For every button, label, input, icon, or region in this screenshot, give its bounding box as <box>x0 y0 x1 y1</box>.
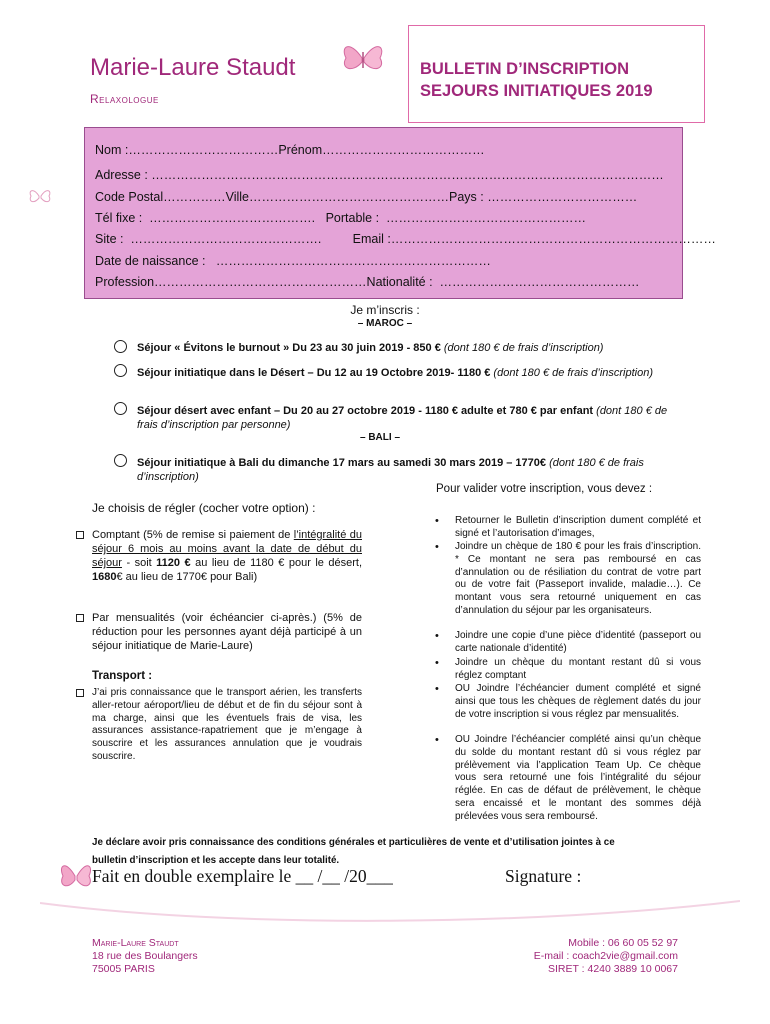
brand-role: Relaxologue <box>90 92 159 106</box>
payment-option-mensualites: Par mensualités (voir échéancier ci-après.) (5% de réduction pour les personnes ayant déjà participé à un séjour initiatique de Marie-Laure) <box>92 612 362 652</box>
payment-option-comptant <box>92 528 362 584</box>
bullet-dot: • <box>435 683 439 695</box>
footer-address-1: 18 rue des Boulangers <box>92 950 198 962</box>
form-postal-line[interactable]: Code Postal……………Ville…………………………………………Pays : ……………………………… <box>95 190 638 204</box>
bullet-dot: • <box>435 515 439 527</box>
checkbox-comptant[interactable] <box>76 531 84 539</box>
bullet-dot: • <box>435 734 439 746</box>
footer-address-2: 75005 PARIS <box>92 963 155 975</box>
footer-left <box>92 937 198 976</box>
transport-text: J’ai pris connaissance que le transport aérien, les transferts aller-retour aéroport/lieu de début et de fin du séjour sont à ma charge, ainsi que les éventuels frais de visa, les assurances assistance-rapatriement que je m’engage à souscrire et les assurances annulation que je voudrais souscrire. <box>92 687 362 762</box>
footer-siret: SIRET : 4240 3889 10 0067 <box>548 963 678 975</box>
validation-item-3: Joindre une copie d’une pièce d’identité (passeport ou carte nationale d’identité) <box>455 630 701 654</box>
butterfly-icon <box>340 38 386 78</box>
form-site-line[interactable]: Site : ………………………………………. Email :…………………………………………………………………… <box>95 232 716 246</box>
footer-name: Marie-Laure Staudt <box>92 937 179 949</box>
option-1 <box>137 341 677 355</box>
comptant-amount-1: 1120 € <box>156 557 191 569</box>
option-radio-3[interactable] <box>114 402 127 415</box>
option-1-title: Séjour « Évitons le burnout » Du 23 au 30 juin 2019 - 850 € <box>137 342 441 354</box>
declaration-line-2: bulletin d’inscription et les accepte dans leur totalité. <box>92 855 340 866</box>
option-4-note: (dont 180 € de frais d’inscription) <box>137 457 644 483</box>
inscription-heading: Je m’inscris : <box>350 303 420 317</box>
option-4-title: Séjour initiatique à Bali du dimanche 17 mars au samedi 30 mars 2019 – 1770€ <box>137 457 547 469</box>
bullet-dot: • <box>435 630 439 642</box>
option-3 <box>137 404 677 432</box>
brand-name: Marie-Laure Staudt <box>90 54 296 81</box>
small-butterfly-icon <box>28 186 52 208</box>
comptant-text-a: Comptant (5% de remise si paiement de <box>92 529 294 541</box>
title-line-1: BULLETIN D’INSCRIPTION <box>420 60 629 78</box>
option-radio-2[interactable] <box>114 364 127 377</box>
option-1-note: (dont 180 € de frais d’inscription) <box>440 342 604 354</box>
butterfly-icon <box>58 856 94 896</box>
bali-heading: – BALI – <box>360 432 401 443</box>
option-2-note: (dont 180 € de frais d’inscription) <box>490 367 654 379</box>
option-3-title: Séjour désert avec enfant – Du 20 au 27 octobre 2019 - 1180 € adulte et 780 € par enfant <box>137 405 594 417</box>
form-address-line[interactable]: Adresse : …………………………………………………………………………………………………………… <box>95 168 664 182</box>
payment-heading: Je choisis de régler (cocher votre option) : <box>92 501 316 515</box>
fait-en-double-line[interactable]: Fait en double exemplaire le __ /__ /20___ <box>92 866 393 886</box>
decorative-swoosh <box>40 895 740 925</box>
bullet-dot: • <box>435 541 439 553</box>
option-3-note: (dont 180 € de frais d’inscription par personne) <box>137 405 668 431</box>
document-title <box>420 58 653 102</box>
option-2-title: Séjour initiatique dans le Désert – Du 12 au 19 Octobre 2019- 1180 € <box>137 367 491 379</box>
checkbox-mensualites[interactable] <box>76 614 84 622</box>
transport-heading: Transport : <box>92 670 153 682</box>
option-4 <box>137 456 677 484</box>
form-name-line[interactable]: Nom :………………………………Prénom………………………………… <box>95 143 485 157</box>
form-birthdate-line[interactable]: Date de naissance : ………………………………………………………… <box>95 254 491 268</box>
comptant-text-b: - soit <box>121 557 157 569</box>
maroc-heading: – MAROC – <box>357 318 413 329</box>
signature-label[interactable]: Signature : <box>505 866 582 886</box>
validation-item-2: Joindre un chèque de 180 € pour les frais d’inscription. * Ce montant ne sera pas remboursé en cas d’annulation ou de résiliation du contrat de votre part ou de votre fait (Passeport invalide, maladie…). Ce montant vous sera retourné uniquement en cas d’annulation du séjour par les organisateurs. <box>455 541 701 616</box>
validation-item-5: OU Joindre l’échéancier dument complété et signé ainsi que tous les chèques de règlement datés du jour de votre inscription si vous réglez par mensualités. <box>455 683 701 720</box>
comptant-text-d: € au lieu de 1770€ pour Bali) <box>116 571 258 583</box>
comptant-text-underlined: l’intégralité du séjour 6 mois au moins avant la date de début du séjour <box>92 529 362 569</box>
footer-mobile: Mobile : 06 60 05 52 97 <box>568 937 678 949</box>
form-profession-line[interactable]: Profession……………………………………………Nationalité : ………………………………………… <box>95 275 640 289</box>
bullet-dot: • <box>435 657 439 669</box>
validation-item-4: Joindre un chèque du montant restant dû si vous réglez comptant <box>455 657 701 681</box>
option-radio-4[interactable] <box>114 454 127 467</box>
option-radio-1[interactable] <box>114 340 127 353</box>
validation-item-6: OU Joindre l’échéancier complété ainsi qu’un chèque du solde du montant restant dû si vous réglez par prélèvement via l’application Team Up. Ce chèque vous sera retourné une fois l’intégralité du séjour réglée. En cas de défaut de prélèvement, le chèque sera encaissé et le montant des sommes déjà prélevées vous sera remboursé. <box>455 734 701 822</box>
comptant-amount-2: 1680 <box>92 571 117 583</box>
title-line-2: SEJOURS INITIATIQUES 2019 <box>420 82 653 100</box>
checkbox-transport[interactable] <box>76 689 84 697</box>
comptant-text-c: au lieu de 1180 € pour le désert, <box>190 557 362 569</box>
form-phone-line[interactable]: Tél fixe : …………………………………. Portable : ………………………………………… <box>95 211 587 225</box>
validation-item-1: Retourner le Bulletin d’inscription dument complété et signé et l’autorisation d’images, <box>455 515 701 539</box>
footer-email[interactable]: E-mail : coach2vie@gmail.com <box>533 950 678 962</box>
option-2 <box>137 366 677 380</box>
declaration-line-1: Je déclare avoir pris connaissance des conditions générales et particulières de vente et d’utilisation jointes à ce <box>92 837 615 848</box>
footer-right <box>534 937 678 976</box>
validation-heading: Pour valider votre inscription, vous devez : <box>436 483 653 495</box>
